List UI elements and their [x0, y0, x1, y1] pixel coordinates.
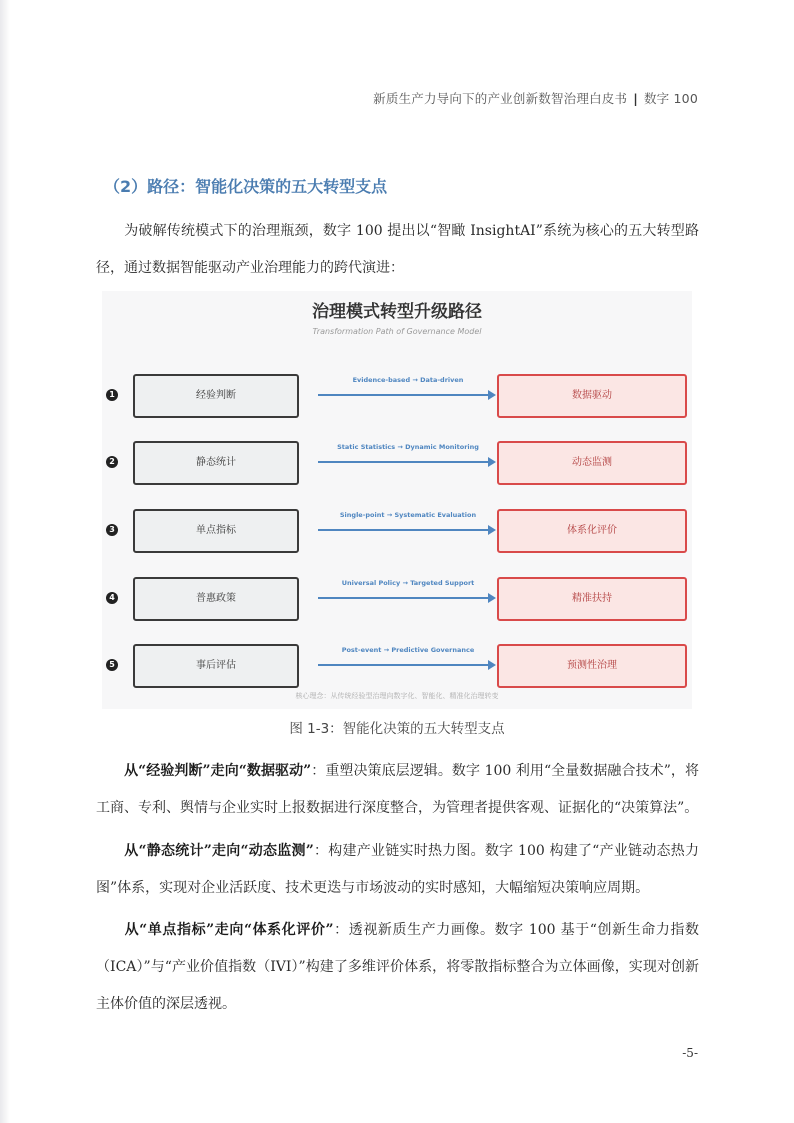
governance-transformation-figure	[102, 291, 692, 709]
from-box: 静态统计	[133, 441, 299, 485]
from-box: 事后评估	[133, 644, 299, 688]
to-box: 动态监测	[497, 441, 687, 485]
row-number-badge: 2	[106, 456, 118, 468]
paragraph-lead: 从“静态统计”走向“动态监测”	[124, 843, 314, 859]
figure-subtitle: Transformation Path of Governance Model	[312, 327, 482, 336]
figure-title: 治理模式转型升级路径	[312, 302, 482, 322]
section-title: （2）路径：智能化决策的五大转型支点	[104, 177, 388, 196]
to-box: 精准扶持	[497, 577, 687, 621]
paragraph-body: ：重塑决策底层逻辑。数字 100 利用“全量数据融合技术”，将工商、专利、舆情与企业实时上报数据进行深度整合，为管理者提供客观、证据化的“决策算法”。	[96, 763, 699, 816]
paragraph-body: ：构建产业链实时热力图。数字 100 构建了“产业链动态热力图”体系，实现对企业活跃度、技术更迭与市场波动的实时感知，大幅缩短决策响应周期。	[96, 843, 700, 896]
arrow-label: Evidence-based → Data-driven	[352, 376, 464, 384]
row-number-badge: 3	[106, 524, 118, 536]
header-separator: |	[633, 91, 638, 106]
transformation-row-2	[102, 441, 692, 485]
running-header	[373, 89, 698, 107]
arrow-label: Single-point → Systematic Evaluation	[339, 511, 477, 519]
arrow-right-icon	[488, 457, 496, 467]
arrow-line	[318, 461, 490, 463]
header-brand: 数字 100	[643, 91, 698, 106]
to-box: 数据驱动	[497, 374, 687, 418]
paragraph-body: ：透视新质生产力画像。数字 100 基于“创新生命力指数（ICA）”与“产业价值指数（IVI）”构建了多维评价体系，将零散指标整合为立体画像，实现对创新主体价值的深层透视。	[96, 922, 699, 1012]
arrow-right-icon	[488, 593, 496, 603]
arrow-line	[318, 664, 490, 666]
transformation-row-5	[102, 644, 692, 688]
row-number-badge: 5	[106, 659, 118, 671]
page-edge-shadow	[0, 0, 10, 1123]
transformation-row-3	[102, 509, 692, 553]
to-box: 体系化评价	[497, 509, 687, 553]
to-box: 预测性治理	[497, 644, 687, 688]
arrow-line	[318, 394, 490, 396]
row-number-badge: 1	[106, 389, 118, 401]
arrow-line	[318, 597, 490, 599]
figure-footnote: 核心理念：从传统经验型治理向数字化、智能化、精准化治理转变	[295, 692, 499, 700]
intro-text: 为破解传统模式下的治理瓶颈，数字 100 提出以“智瞰 InsightAI”系统为核心的五大转型路径，通过数据智能驱动产业治理能力的跨代演进：	[96, 223, 699, 276]
arrow-label: Universal Policy → Targeted Support	[341, 579, 475, 587]
arrow-right-icon	[488, 390, 496, 400]
arrow-label: Post-event → Predictive Governance	[341, 646, 475, 654]
page-number: -5-	[682, 1046, 698, 1060]
from-box: 经验判断	[133, 374, 299, 418]
body-paragraph-2	[96, 833, 699, 907]
body-paragraph-3	[96, 912, 699, 1023]
arrow-right-icon	[488, 525, 496, 535]
from-box: 单点指标	[133, 509, 299, 553]
header-title: 新质生产力导向下的产业创新数智治理白皮书	[373, 91, 628, 106]
from-box: 普惠政策	[133, 577, 299, 621]
arrow-line	[318, 529, 490, 531]
body-paragraph-1	[96, 753, 699, 827]
transformation-row-1	[102, 374, 692, 418]
arrow-label: Static Statistics → Dynamic Monitoring	[337, 443, 479, 451]
paragraph-lead: 从“经验判断”走向“数据驱动”	[124, 763, 312, 779]
paragraph-lead: 从“单点指标”走向“体系化评价”	[124, 922, 334, 938]
row-number-badge: 4	[106, 592, 118, 604]
transformation-row-4	[102, 577, 692, 621]
figure-caption: 图 1-3：智能化决策的五大转型支点	[289, 721, 505, 737]
arrow-right-icon	[488, 660, 496, 670]
intro-paragraph	[96, 213, 699, 287]
